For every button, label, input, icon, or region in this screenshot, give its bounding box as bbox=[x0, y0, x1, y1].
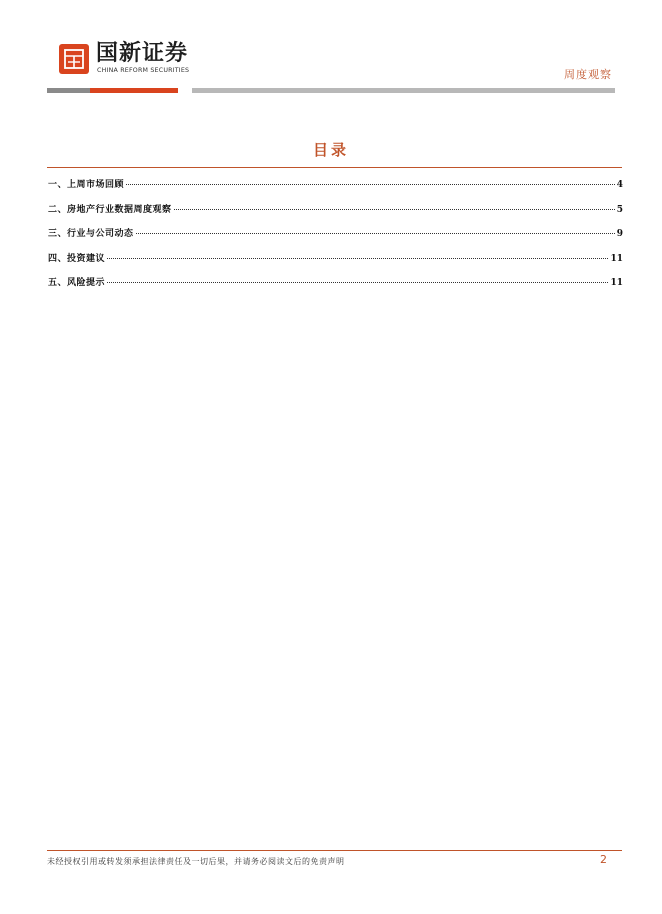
toc-entry[interactable] bbox=[48, 177, 623, 202]
toc-entry-label: 一、上周市场回顾 bbox=[48, 180, 125, 190]
toc-leader-dots bbox=[126, 184, 615, 185]
toc-entry-page: 11 bbox=[610, 253, 623, 264]
toc-entry-label: 二、房地产行业数据周度观察 bbox=[48, 204, 172, 215]
toc-entry-label: 三、行业与公司动态 bbox=[48, 229, 134, 239]
toc-entry-page: 9 bbox=[616, 229, 623, 239]
toc-entry-page: 4 bbox=[616, 180, 623, 190]
toc-leader-dots bbox=[174, 209, 615, 210]
footer-divider bbox=[47, 850, 622, 851]
logo-seal-icon bbox=[63, 48, 85, 70]
toc-leader-dots bbox=[136, 233, 615, 234]
page-number: 2 bbox=[600, 853, 607, 866]
toc-entry-label: 五、风险提示 bbox=[48, 278, 106, 288]
toc-entry[interactable] bbox=[48, 251, 623, 276]
toc-divider bbox=[47, 167, 622, 168]
toc-entry[interactable] bbox=[48, 202, 623, 227]
header-bar-segment-accent bbox=[90, 88, 178, 93]
company-name-en: CHINA REFORM SECURITIES bbox=[97, 67, 190, 74]
toc-entry-page: 5 bbox=[616, 204, 623, 215]
header-bar-segment-gray-long bbox=[192, 88, 615, 93]
footer-disclaimer: 未经授权引用或转发须承担法律责任及一切后果，并请务必阅读文后的免责声明 bbox=[47, 857, 345, 866]
toc-entry[interactable] bbox=[48, 226, 623, 251]
company-logo-mark bbox=[59, 44, 89, 74]
report-type-label: 周度观察 bbox=[564, 68, 612, 81]
toc-entry[interactable] bbox=[48, 275, 623, 300]
table-of-contents bbox=[48, 177, 623, 300]
toc-entry-page: 11 bbox=[610, 278, 623, 288]
company-name-cn: 国新证券 bbox=[96, 41, 189, 66]
toc-leader-dots bbox=[107, 282, 608, 283]
toc-leader-dots bbox=[107, 258, 608, 259]
header-bar-segment-gray bbox=[47, 88, 90, 93]
toc-title: 目录 bbox=[312, 141, 349, 159]
toc-entry-label: 四、投资建议 bbox=[48, 253, 106, 264]
